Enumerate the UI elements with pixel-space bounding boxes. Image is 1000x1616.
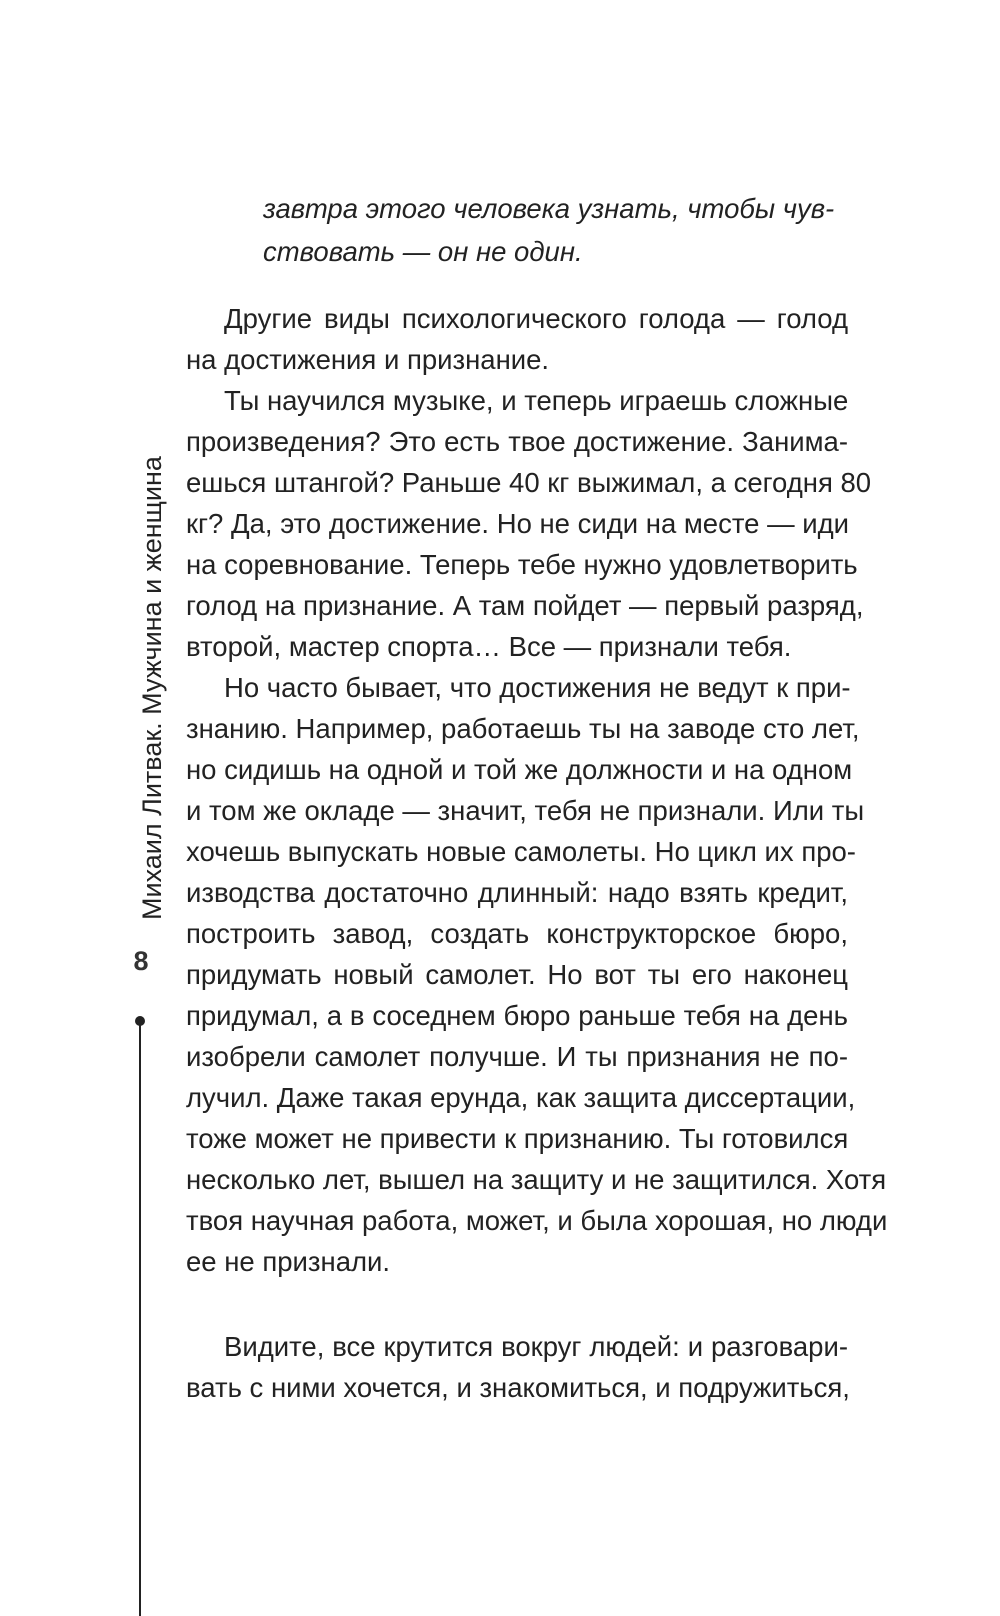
text-line: построить завод, создать конструкторское бюро,: [186, 918, 848, 949]
text-line: голод на признание. А там пойдет — первый разряд,: [186, 590, 864, 621]
text-line: ее не признали.: [186, 1246, 391, 1277]
text-line: Ты научился музыке, и теперь играешь сложные: [224, 385, 849, 416]
text-line: изводства достаточно длинный: надо взять кредит,: [186, 877, 848, 908]
text-line: Видите, все крутится вокруг людей: и разговари-: [224, 1331, 848, 1362]
text-line: на достижения и признание.: [186, 344, 550, 375]
section-1-text: [186, 298, 888, 1282]
text-line: несколько лет, вышел на защиту и не защитился. Хотя: [186, 1164, 887, 1195]
quote-line: ствовать — он не один.: [263, 236, 583, 267]
text-line: на соревнование. Теперь тебе нужно удовлетворить: [186, 549, 858, 580]
text-line: произведения? Это есть твое достижение. Занима-: [186, 426, 848, 457]
text-line: и том же окладе — значит, тебя не признали. Или ты: [186, 795, 865, 826]
text-line: ешься штангой? Раньше 40 кг выжимал, а сегодня 80: [186, 467, 872, 498]
text-line: Но часто бывает, что достижения не ведут к при-: [224, 672, 851, 703]
running-head: Михаил Литвак. Мужчина и женщина: [137, 456, 167, 920]
text-line: придумать новый самолет. Но вот ты его наконец: [186, 959, 848, 990]
text-line: тоже может не привести к признанию. Ты готовился: [186, 1123, 849, 1154]
text-line: вать с ними хочется, и знакомиться, и подружиться,: [186, 1372, 850, 1403]
text-line: кг? Да, это достижение. Но не сиди на месте — иди: [186, 508, 849, 539]
quote-line: завтра этого человека узнать, чтобы чув-: [263, 193, 835, 224]
text-line: придумал, а в соседнем бюро раньше тебя на день: [186, 1000, 848, 1031]
quote-block: [263, 187, 847, 273]
margin-rule-line: [139, 1020, 141, 1616]
text-line: Другие виды психологического голода — голод: [224, 303, 848, 334]
text-line: лучил. Даже такая ерунда, как защита диссертации,: [186, 1082, 856, 1113]
text-line: изобрели самолет получше. И ты признания не по-: [186, 1041, 848, 1072]
section-2-text: [186, 1326, 848, 1408]
page-number: 8: [133, 946, 149, 976]
text-line: но сидишь на одной и той же должности и на одном: [186, 754, 853, 785]
text-line: твоя научная работа, может, и была хорошая, но люди: [186, 1205, 888, 1236]
text-line: хочешь выпускать новые самолеты. Но цикл их про-: [186, 836, 856, 867]
text-line: знанию. Например, работаешь ты на заводе сто лет,: [186, 713, 860, 744]
text-line: второй, мастер спорта… Все — признали тебя.: [186, 631, 792, 662]
